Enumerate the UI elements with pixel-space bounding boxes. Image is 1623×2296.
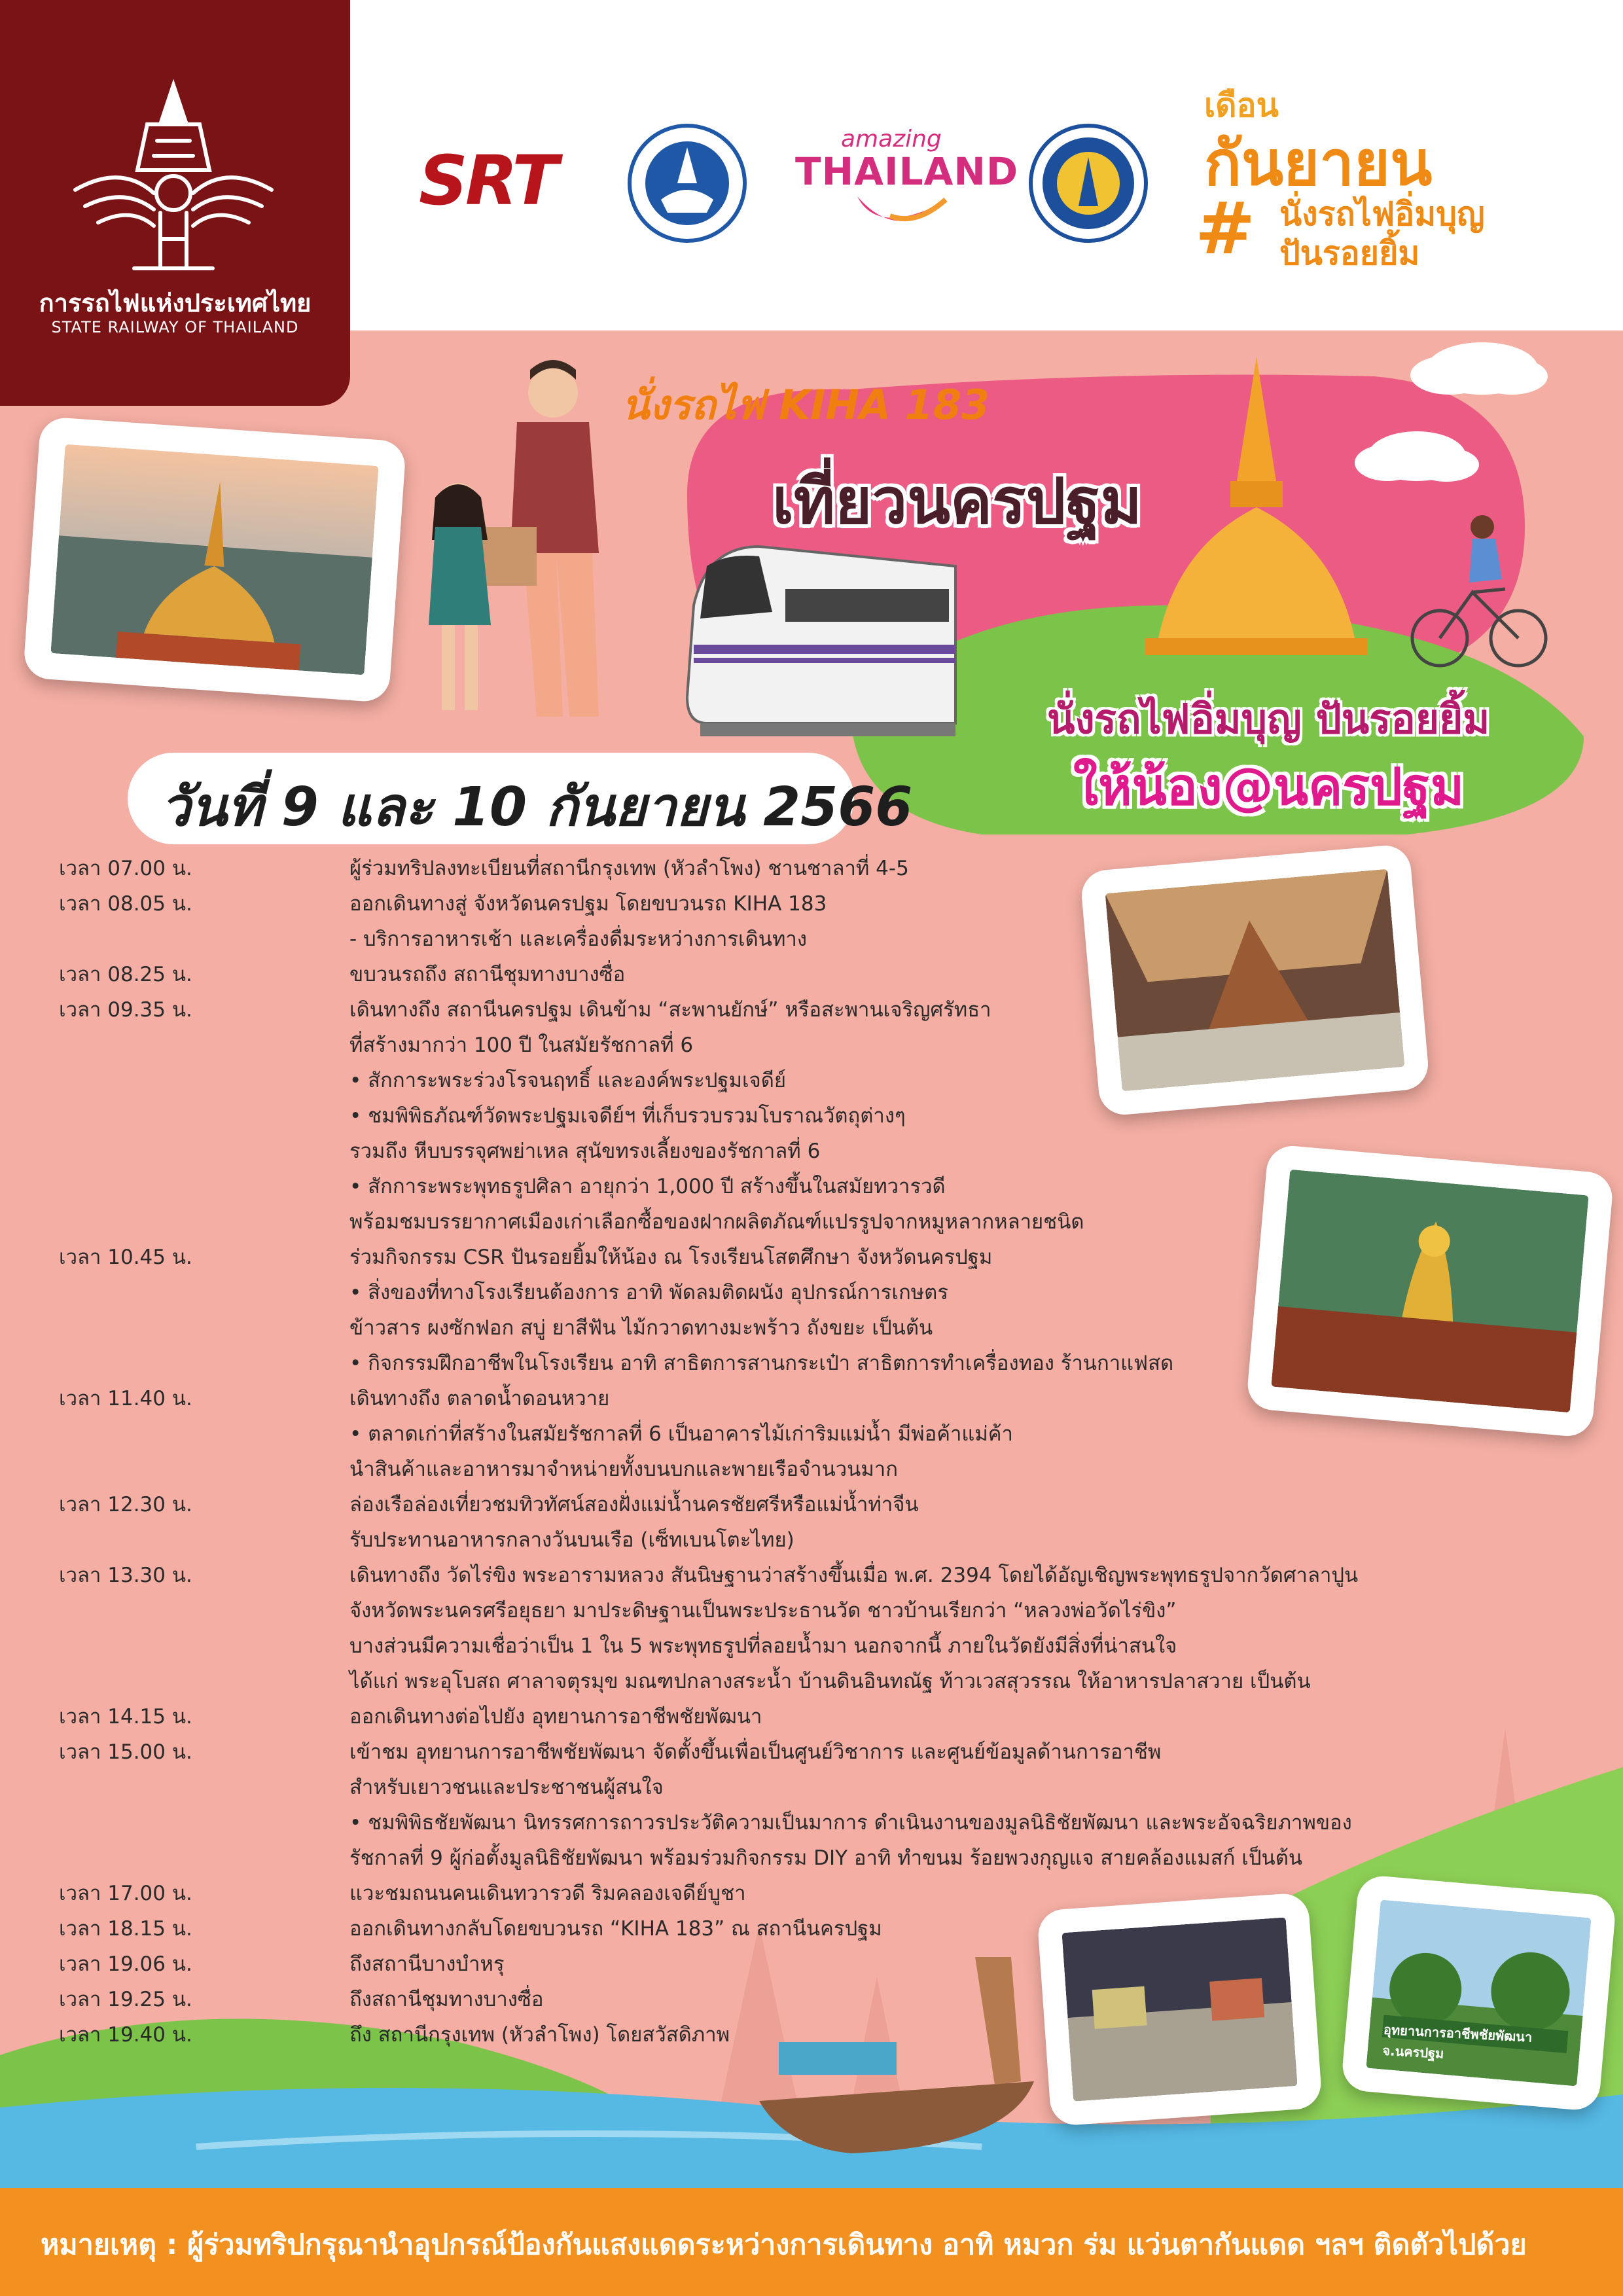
schedule-row — [59, 1558, 1499, 1593]
organization-name-thai: การรถไฟแห่งประเทศไทย — [39, 289, 312, 317]
schedule-time: เวลา 08.05 น. — [59, 892, 192, 916]
campaign-month-name: กันยายน — [1204, 128, 1433, 200]
schedule-time: เวลา 07.00 น. — [59, 857, 192, 880]
schedule-time: เวลา 10.45 น. — [59, 1246, 192, 1269]
hero-tagline: นั่งรถไฟ KIHA 183 — [622, 381, 990, 429]
schedule-detail: ร่วมกิจกรรม CSR ปันรอยยิ้มให้น้อง ณ โรงเรียนโสตศึกษา จังหวัดนครปฐม — [349, 1246, 993, 1269]
schedule-detail: สำหรับเยาวชนและประชาชนผู้สนใจ — [349, 1776, 664, 1799]
schedule-row — [59, 1593, 1499, 1628]
schedule-time: เวลา 11.40 น. — [59, 1387, 192, 1410]
schedule-detail: บางส่วนมีความเชื่อว่าเป็น 1 ใน 5 พระพุทธรูปที่ลอยน้ำมา นอกจากนี้ ภายในวัดยังมีสิ่งที่น่าสนใจ — [349, 1634, 1177, 1658]
schedule-detail: แวะชมถนนคนเดินทวารวดี ริมคลองเจดีย์บูชา — [349, 1882, 746, 1905]
amazing-thailand-logo-small: amazing — [841, 126, 942, 152]
schedule-time: เวลา 19.40 น. — [59, 2023, 192, 2047]
schedule-detail: เดินทางถึง ตลาดน้ำดอนหวาย — [349, 1387, 610, 1410]
schedule-row — [59, 1452, 1499, 1487]
schedule-detail: • กิจกรรมฝึกอาชีพในโรงเรียน อาทิ สาธิตการสานกระเป๋า สาธิตการทำเครื่องทอง ร้านกาแฟสด — [349, 1352, 1174, 1375]
schedule-row — [59, 1840, 1499, 1876]
schedule-row — [59, 1734, 1499, 1770]
schedule-detail: ขบวนรถถึง สถานีชุมทางบางซื่อ — [349, 963, 626, 986]
schedule-detail: ได้แก่ พระอุโบสถ ศาลาจตุรมุข มณฑปกลางสระน้ำ บ้านดินอินทณัฐ ท้าวเวสสุวรรณ ให้อาหารปลาสวาย เป็นต้น — [349, 1670, 1311, 1693]
schedule-time: เวลา 18.15 น. — [59, 1917, 192, 1941]
schedule-time: เวลา 09.35 น. — [59, 998, 192, 1022]
schedule-detail: • สักการะพระร่วงโรจนฤทธิ์ และองค์พระปฐมเจดีย์ — [349, 1069, 786, 1092]
schedule-row — [59, 1664, 1499, 1699]
people-giving-box-icon — [429, 360, 599, 717]
schedule-detail: ออกเดินทางสู่ จังหวัดนครปฐม โดยขบวนรถ KIHA 183 — [349, 892, 827, 916]
walking-street-market-photo — [1061, 1917, 1297, 2101]
amazing-thailand-swoosh-icon — [851, 190, 949, 236]
slogan-line2: ให้น้อง@นครปฐม — [1073, 758, 1465, 817]
srt-brand-panel — [0, 0, 350, 406]
photo-card-park — [1340, 1874, 1616, 2111]
park-sign-text: อุทยานการอาชีพชัยพัฒนา จ.นครปฐม — [1382, 2021, 1533, 2062]
schedule-row — [59, 1770, 1499, 1805]
schedule-detail: จังหวัดพระนครศรีอยุธยา มาประดิษฐานเป็นพระประธานวัด ชาวบ้านเรียกว่า “หลวงพ่อวัดไร่ขิง” — [349, 1599, 1177, 1623]
schedule-detail: ล่องเรือล่องเที่ยวชมทิวทัศน์สองฝั่งแม่น้ำนครชัยศรีหรือแม่น้ำท่าจีน — [349, 1493, 919, 1516]
campaign-hashtag-line2: ปันรอยยิ้ม — [1279, 234, 1420, 272]
trip-date: วันที่ 9 และ 10 กันยายน 2566 — [160, 776, 913, 838]
schedule-detail: รวมถึง หีบบรรจุศพย่าเหล สุนัขทรงเลี้ยงของรัชกาลที่ 6 — [349, 1139, 821, 1163]
schedule-detail: เดินทางถึง วัดไร่ขิง พระอารามหลวง สันนิษฐานว่าสร้างขึ้นเมื่อ พ.ศ. 2394 โดยได้อัญเชิญพระพุทธรูปจากวัดศาลาปูน — [349, 1564, 1359, 1587]
organization-name-english: STATE RAILWAY OF THAILAND — [51, 318, 299, 336]
schedule-detail: ผู้ร่วมทริปลงทะเบียนที่สถานีกรุงเทพ (หัวลำโพง) ชานชาลาที่ 4-5 — [349, 857, 909, 880]
schedule-detail: รัชกาลที่ 9 ผู้ก่อตั้งมูลนิธิชัยพัฒนา พร้อมร่วมกิจกรรม DIY อาทิ ทำขนม ร้อยพวงกุญแจ สายคล้องแมสก์ เป็นต้น — [349, 1846, 1303, 1870]
schedule-detail: - บริการอาหารเช้า และเครื่องดื่มระหว่างการเดินทาง — [349, 927, 807, 951]
srt-logo: SRT — [419, 141, 556, 221]
hero-photo-card — [23, 416, 407, 703]
schedule-detail: ที่สร้างมากว่า 100 ปี ในสมัยรัชกาลที่ 6 — [349, 1033, 694, 1057]
campaign-month-label: เดือน — [1204, 86, 1279, 124]
schedule-row — [59, 1628, 1499, 1664]
schedule-row — [59, 1522, 1499, 1558]
schedule-row — [59, 1699, 1499, 1734]
schedule-time: เวลา 19.06 น. — [59, 1952, 192, 1976]
schedule-detail: เข้าชม อุทยานการอาชีพชัยพัฒนา จัดตั้งขึ้นเพื่อเป็นศูนย์วิชาการ และศูนย์ข้อมูลด้านการอาชีพ — [349, 1740, 1162, 1764]
schedule-detail: เดินทางถึง สถานีนครปฐม เดินข้าม “สะพานยักษ์” หรือสะพานเจริญศรัทธา — [349, 998, 991, 1022]
hero-title: เที่ยวนครปฐม — [772, 465, 1142, 538]
amazing-thailand-logo: THAILAND — [795, 149, 1019, 194]
schedule-detail: • ชมพิพิธภัณฑ์วัดพระปฐมเจดีย์ฯ ที่เก็บรวบรวมโบราณวัตถุต่างๆ — [349, 1104, 906, 1128]
schedule-time: เวลา 08.25 น. — [59, 963, 192, 986]
schedule-detail: • สักการะพระพุทธรูปศิลา อายุกว่า 1,000 ปี สร้างขึ้นในสมัยทวารวดี — [349, 1175, 946, 1198]
srt-emblem-icon — [62, 79, 285, 275]
schedule-detail: ถึง สถานีกรุงเทพ (หัวลำโพง) โดยสวัสดิภาพ — [349, 2023, 730, 2047]
hashtag-icon: # — [1195, 187, 1256, 270]
kiha-183-train-icon — [687, 547, 955, 736]
tat-logo-icon — [625, 121, 749, 245]
slogan-line1: นั่งรถไฟอิ่มบุญ ปันรอยยิ้ม — [1047, 695, 1490, 743]
phra-pathom-chedi-photo — [50, 444, 378, 675]
schedule-detail: • ตลาดเก่าที่สร้างในสมัยรัชกาลที่ 6 เป็นอาคารไม้เก่าริมแม่น้ำ มีพ่อค้าแม่ค้า — [349, 1422, 1013, 1446]
schedule-row — [59, 1416, 1499, 1452]
schedule-row — [59, 1098, 1499, 1134]
schedule-detail: ถึงสถานีบางบำหรุ — [349, 1952, 505, 1976]
schedule-time: เวลา 12.30 น. — [59, 1493, 192, 1516]
schedule-detail: ถึงสถานีชุมทางบางซื่อ — [349, 1988, 544, 2011]
schedule-detail: ออกเดินทางต่อไปยัง อุทยานการอาชีพชัยพัฒนา — [349, 1705, 762, 1729]
schedule-detail: • ชมพิพิธชัยพัฒนา นิทรรศการถาวรประวัติความเป็นมาการ ดำเนินงานของมูลนิธิชัยพัฒนา และพระอัจฉริยภาพของ — [349, 1811, 1352, 1835]
schedule-row — [59, 1487, 1499, 1522]
schedule-detail: พร้อมชมบรรยากาศเมืองเก่าเลือกซื้อของฝากผลิตภัณฑ์แปรรูปจากหมูหลากหลายชนิด — [349, 1210, 1084, 1234]
schedule-detail: รับประทานอาหารกลางวันบนเรือ (เซ็ทเบนโตะไทย) — [349, 1528, 794, 1552]
temple-interior-photo — [1105, 869, 1405, 1092]
footer-note: หมายเหตุ : ผู้ร่วมทริปกรุณานำอุปกรณ์ป้องกันแสงแดดระหว่างการเดินทาง อาทิ หมวก ร่ม แว่นตากันแดด ฯลฯ ติดตัวไปด้วย — [41, 2229, 1527, 2261]
schedule-detail: ออกเดินทางกลับโดยขบวนรถ “KIHA 183” ณ สถานีนครปฐม — [349, 1917, 882, 1941]
luang-pho-wat-rai-khing-photo — [1271, 1170, 1588, 1413]
schedule-detail: • สิ่งของที่ทางโรงเรียนต้องการ อาทิ พัดลมติดผนัง อุปกรณ์การเกษตร — [349, 1281, 948, 1304]
schedule-time: เวลา 17.00 น. — [59, 1882, 192, 1905]
photo-card-temple-interior — [1080, 844, 1431, 1117]
campaign-hashtag-line1: นั่งรถไฟอิ่มบุญ — [1279, 195, 1485, 233]
schedule-time: เวลา 14.15 น. — [59, 1705, 192, 1729]
schedule-time: เวลา 13.30 น. — [59, 1564, 192, 1587]
schedule-detail: นำสินค้าและอาหารมาจำหน่ายทั้งบนบกและพายเรือจำนวนมาก — [349, 1458, 898, 1481]
ministry-of-tourism-logo-icon — [1026, 121, 1150, 245]
schedule-time: เวลา 15.00 น. — [59, 1740, 192, 1764]
schedule-row — [59, 1805, 1499, 1840]
schedule-detail: ข้าวสาร ผงซักฟอก สบู่ ยาสีฟัน ไม้กวาดทางมะพร้าว ถังขยะ เป็นต้น — [349, 1316, 933, 1340]
schedule-time: เวลา 19.25 น. — [59, 1988, 192, 2011]
photo-card-buddha — [1245, 1144, 1614, 1439]
photo-card-market — [1037, 1892, 1323, 2126]
